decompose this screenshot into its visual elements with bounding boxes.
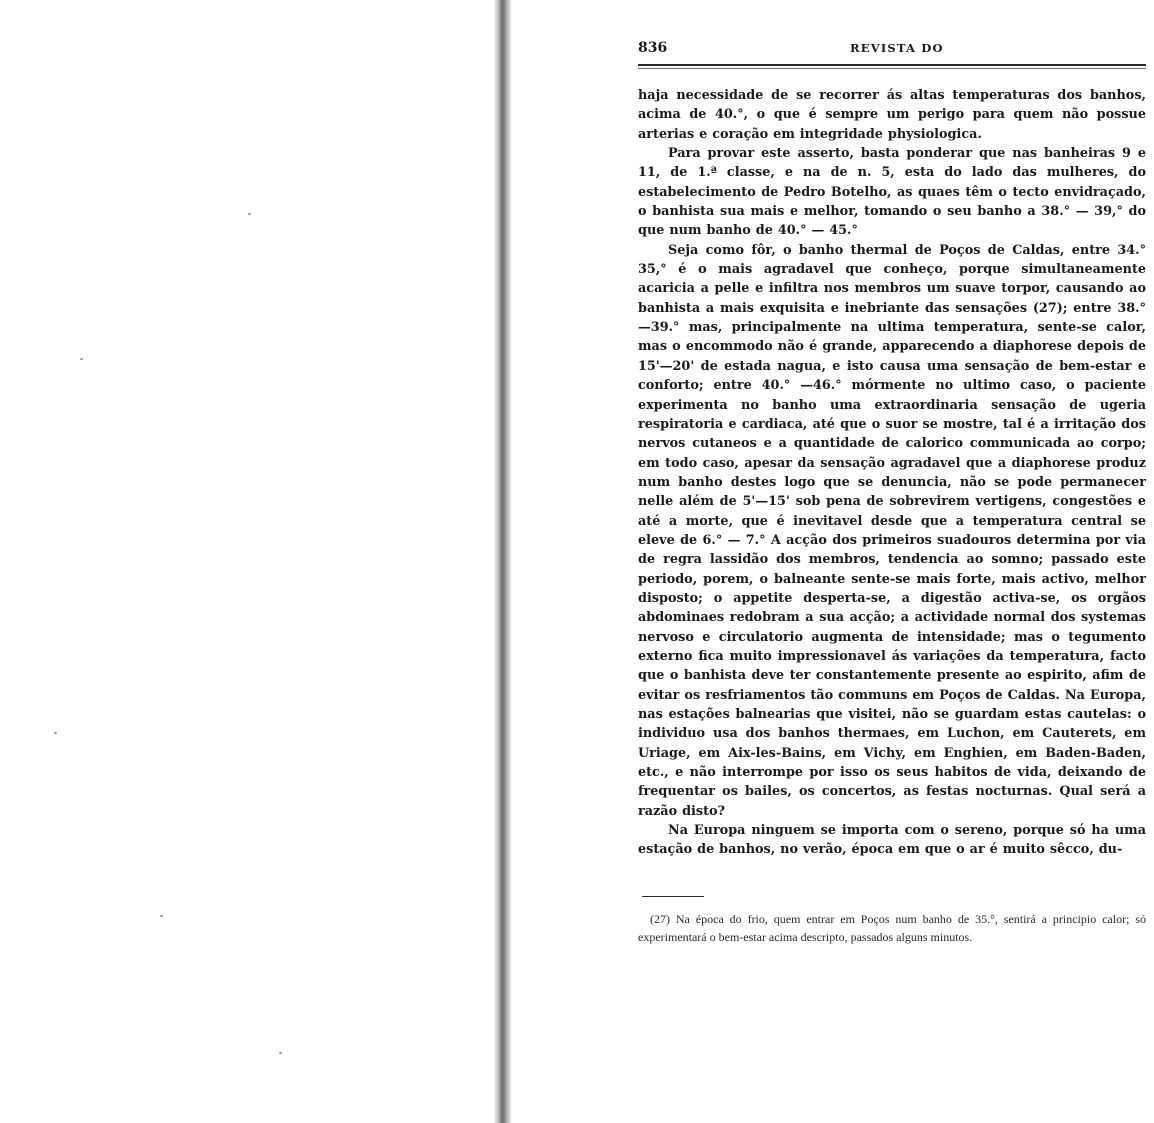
paragraph: Seja como fôr, o banho thermal de Poços de Caldas, entre 34.° 35,° é o mais agradavel que conheço, porque simultaneamente acaricia a pelle e infiltra nos membros um suave torpor, causando ao banhista a mais exquisita e inebriante das sensações (27); entre 38.°—39.° mas, principalmente na ultima temperatura, sente-se calor, mas o encommodo não é grande, apparecendo a diaphorese depois de 15'—20' de estada nagua, e isto causa uma sensação de bem-estar e conforto; entre 40.° —46.° mórmente no ultimo caso, o paciente experimenta no banho uma extraordinaria sensação de ugeria respiratoria e cardiaca, até que o suor se mostre, tal é a irritação dos nervos cutaneos e a quantidade de calorico communicada ao corpo; em todo caso, apesar da sensação agradavel que a diaphorese produz num banho destes logo que se denuncia, não se pode permanecer nelle além de 5'—15' sob pena de sobrevirem vertigens, congestões e até a morte, que é inevitavel desde que a temperatura central se eleve de 6.° — 7.° A acção dos primeiros suadouros determina por via de regra lassidão dos membros, tendencia ao somno; passado este periodo, porem, o balneante sente-se mais forte, mais activo, melhor disposto; o appetite desperta-se, a digestão activa-se, os orgãos abdominaes redobram a sua acção; a actividade normal dos systemas nervoso e circulatorio augmenta de intensidade; mas o tegumento externo fica muito impressionavel ás variações da temperatura, facto que o banhista deve ter constantemente presente ao espirito, afim de evitar os resfriamentos tão communs em Poços de Caldas. Na Europa, nas estações balnearias que visitei, não se guardam estas cautelas: o individuo usa dos banhos thermaes, em Luchon, em Cauterets, em Uriage, em Aix-les-Bains, em Vichy, em Enghien, em Baden-Baden, etc., e não interrompe por isso os seus habitos de vida, deixando de frequentar os bailes, os concertos, as festas nocturnas. Qual será a razão disto? [638,242,1146,819]
paragraph: Na Europa ninguem se importa com o sereno, porque só ha uma estação de banhos, no verão, época em que o ar é muito sêcco, du- [638,823,1146,858]
footnote-rule [642,896,704,897]
footnote-text: (27) Na época do frio, quem entrar em Poços num banho de 35.°, sentirá a principio calor; só experimentará o bem-estar acima descripto, passados alguns minutos. [638,912,1146,944]
running-head: REVISTA DO [850,41,944,55]
header-rule [638,64,1146,66]
left-blank-page [0,0,496,1123]
paper-speck [54,732,57,734]
paper-speck [160,915,163,917]
header-rule-thin [638,68,1146,69]
page-header [638,40,1146,60]
text-page [512,0,1154,1123]
paper-speck [80,358,83,360]
body-text [638,86,1146,860]
paragraph: haja necessidade de se recorrer ás altas temperaturas dos banhos, acima de 40.°, o que é sempre um perigo para quem não possue arterias e coração em integridade physiologica. [638,88,1146,142]
footnote [638,910,1146,946]
paper-speck [248,213,251,215]
page-number: 836 [638,40,668,56]
paragraph: Para provar este asserto, basta ponderar que nas banheiras 9 e 11, de 1.ª classe, e na de n. 5, esta do lado das mulheres, do estabelecimento de Pedro Botelho, as quaes têm o tecto envidraçado, o banhista sua mais e melhor, tomando o seu banho a 38.° — 39,° do que num banho de 40.° — 45.° [638,146,1146,239]
paper-speck [279,1052,282,1054]
gutter-edge [508,0,510,1123]
